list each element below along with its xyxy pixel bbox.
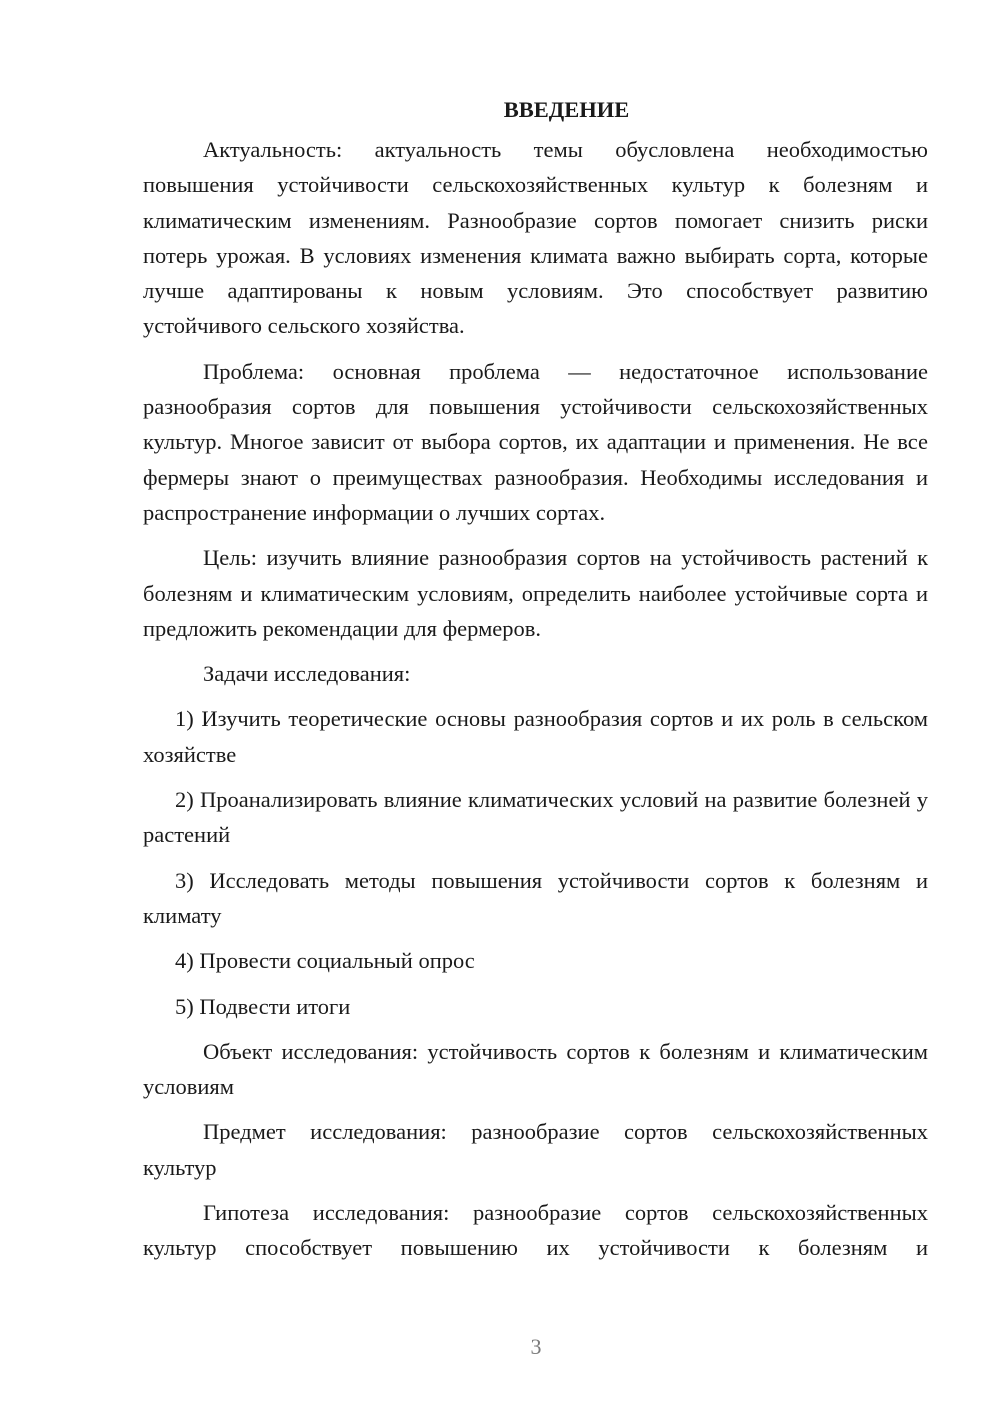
list-item: 5) Подвести итоги	[175, 993, 351, 1019]
paragraph-problem: Проблема: основная проблема — недостаточное использование разнообразия сортов для повышения устойчивости сельскохозяйственных культур. Многое зависит от выбора сортов, их адаптации и применения. Не все фермеры знают о преимуществах разнообразия. Необходимы исследования и распространение информации о лучших сортах.	[143, 358, 928, 525]
paragraph-hypothesis: Гипотеза исследования: разнообразие сортов сельскохозяйственных культур способствует повышению их устойчивости к болезням и	[143, 1200, 928, 1261]
paragraph-goal: Цель: изучить влияние разнообразия сортов на устойчивость растений к болезням и климатическим условиям, определить наиболее устойчивые сорта и предложить рекомендации для фермеров.	[143, 545, 928, 641]
page-number: 3	[530, 1334, 542, 1359]
list-item: 1) Изучить теоретические основы разнообразия сортов и их роль в сельском хозяйстве	[143, 706, 928, 767]
paragraph-subject: Предмет исследования: разнообразие сортов сельскохозяйственных культур	[143, 1119, 928, 1180]
paragraph-object: Объект исследования: устойчивость сортов к болезням и климатическим условиям	[143, 1038, 928, 1100]
document-body	[143, 92, 928, 1276]
paragraph-relevance: Актуальность: актуальность темы обусловлена необходимостью повышения устойчивости сельскохозяйственных культур к болезням и климатическим изменениям. Разнообразие сортов помогает снизить риски потерь урожая. В условиях изменения климата важно выбирать сорта, которые лучше адаптированы к новым условиям. Это способствует развитию устойчивого сельского хозяйства.	[143, 137, 928, 339]
list-item: 2) Проанализировать влияние климатических условий на развитие болезней у растений	[143, 787, 928, 848]
tasks-list	[143, 701, 928, 1023]
page-title: ВВЕДЕНИЕ	[503, 97, 630, 122]
paragraph-tasks-heading: Задачи исследования:	[203, 661, 411, 687]
list-item: 3) Исследовать методы повышения устойчивости сортов к болезням и климату	[143, 867, 928, 928]
list-item: 4) Провести социальный опрос	[175, 948, 475, 974]
